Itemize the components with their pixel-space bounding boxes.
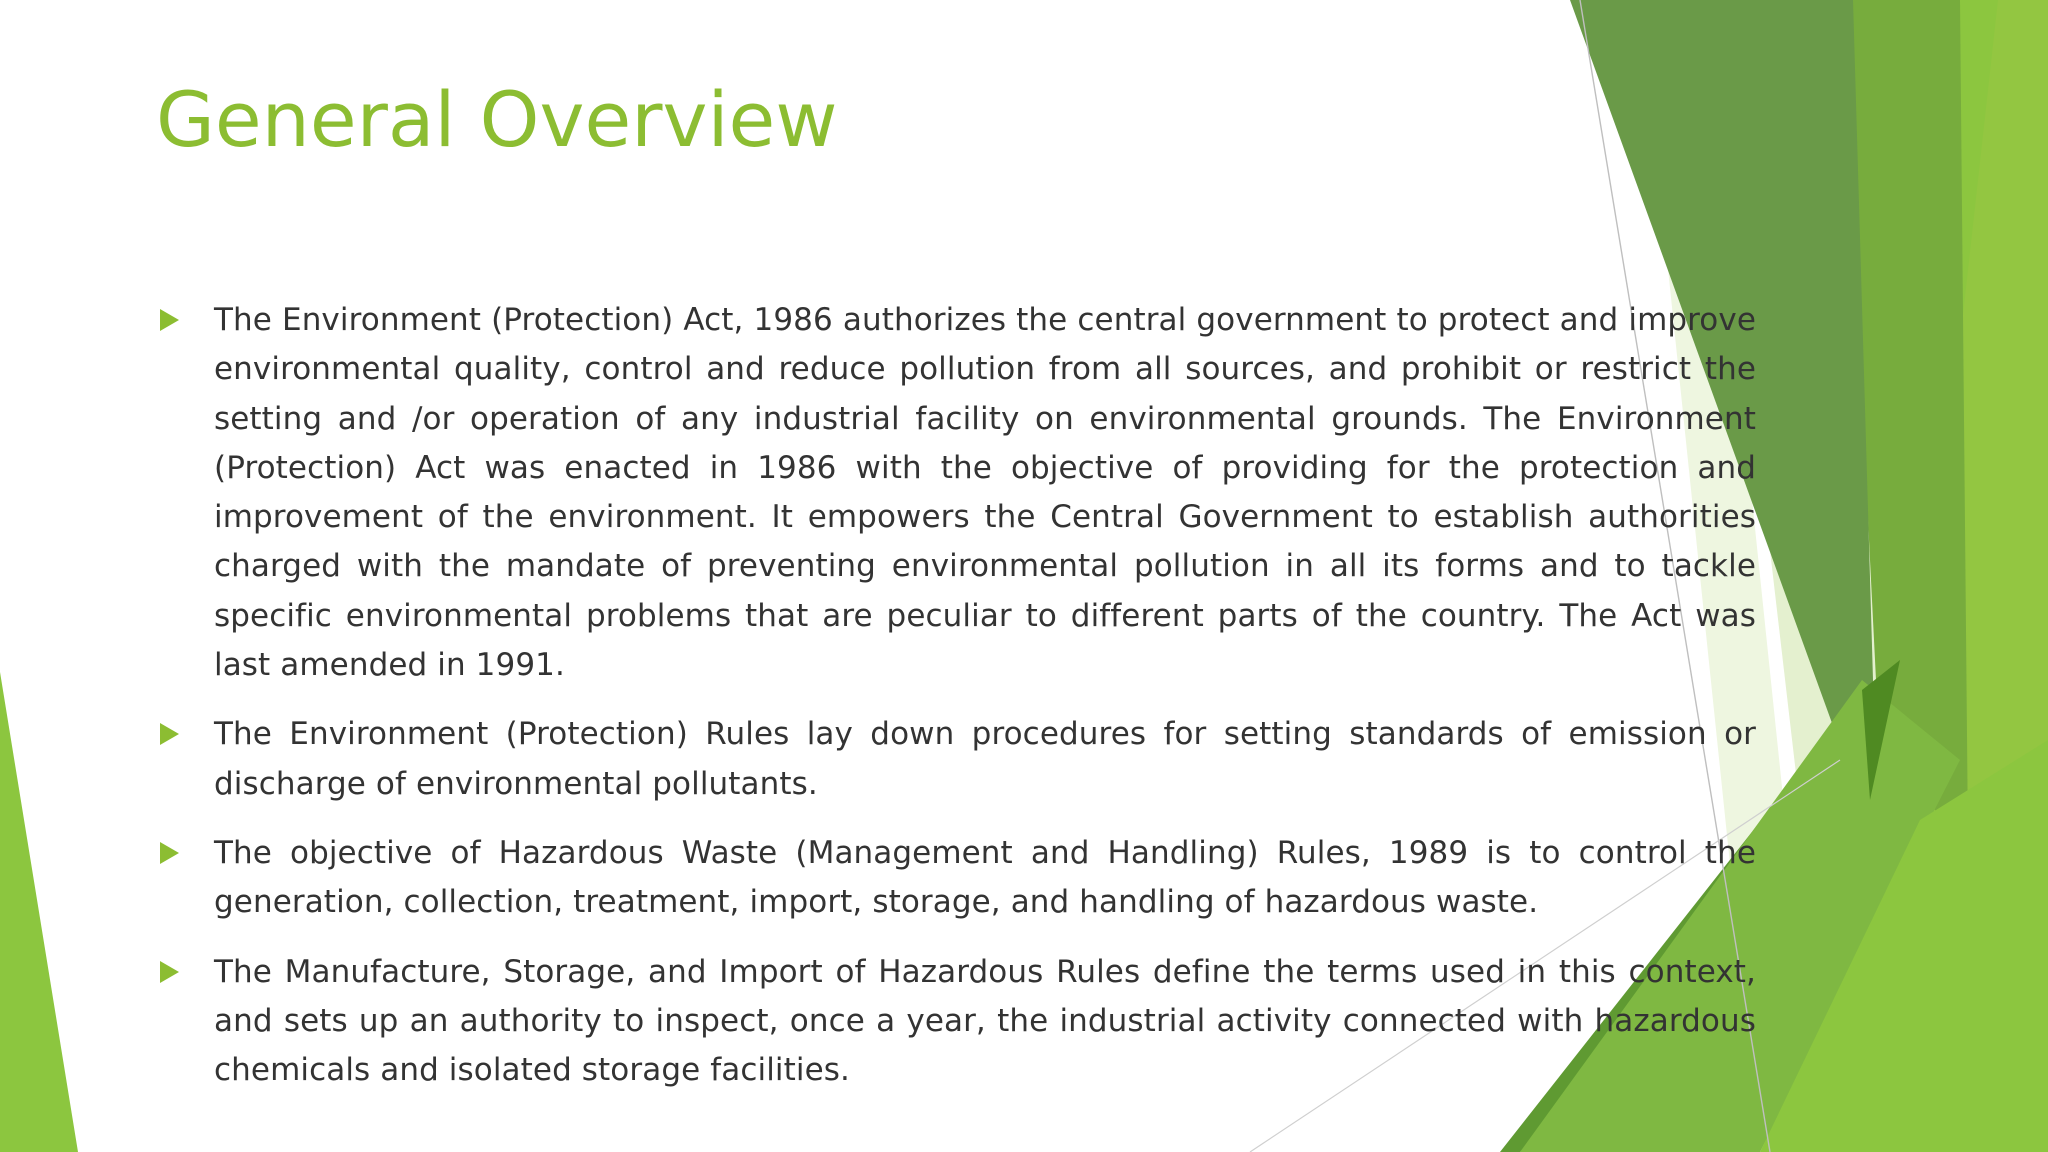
bullet-item: [156, 710, 1756, 809]
bullet-text: The Manufacture, Storage, and Import of Hazardous Rules define the terms used in this context, and sets up an authority to inspect, once a year, the industrial activity connected with hazardous chemicals and isolated storage facilities.: [214, 953, 1756, 1089]
triangle-right-icon: [160, 309, 179, 331]
slide-title: General Overview: [156, 75, 838, 164]
bullet-item: [156, 948, 1756, 1096]
bullet-text: The Environment (Protection) Rules lay down procedures for setting standards of emission or discharge of environmental pollutants.: [214, 716, 1756, 802]
triangle-right-icon: [160, 842, 179, 864]
triangle-right-icon: [160, 961, 179, 983]
bullet-item: [156, 829, 1756, 928]
bullet-text: The Environment (Protection) Act, 1986 authorizes the central government to protect and improve environmental quality, control and reduce pollution from all sources, and prohibit or restrict the setting and /or operation of any industrial facility on environmental grounds. The Environment (Protection) Act was enacted in 1986 with the objective of providing for the protection and improvement of the environment. It empowers the Central Government to establish authorities charged with the mandate of preventing environmental pollution in all its forms and to tackle specific environmental problems that are peculiar to different parts of the country. The Act was last amended in 1991.: [214, 302, 1756, 684]
triangle-right-icon: [160, 723, 179, 745]
bullet-list: [156, 296, 1756, 1115]
bullet-item: [156, 296, 1756, 690]
left-green-sliver: [0, 672, 78, 1152]
bullet-text: The objective of Hazardous Waste (Management and Handling) Rules, 1989 is to control the generation, collection, treatment, import, storage, and handling of hazardous waste.: [214, 834, 1756, 921]
